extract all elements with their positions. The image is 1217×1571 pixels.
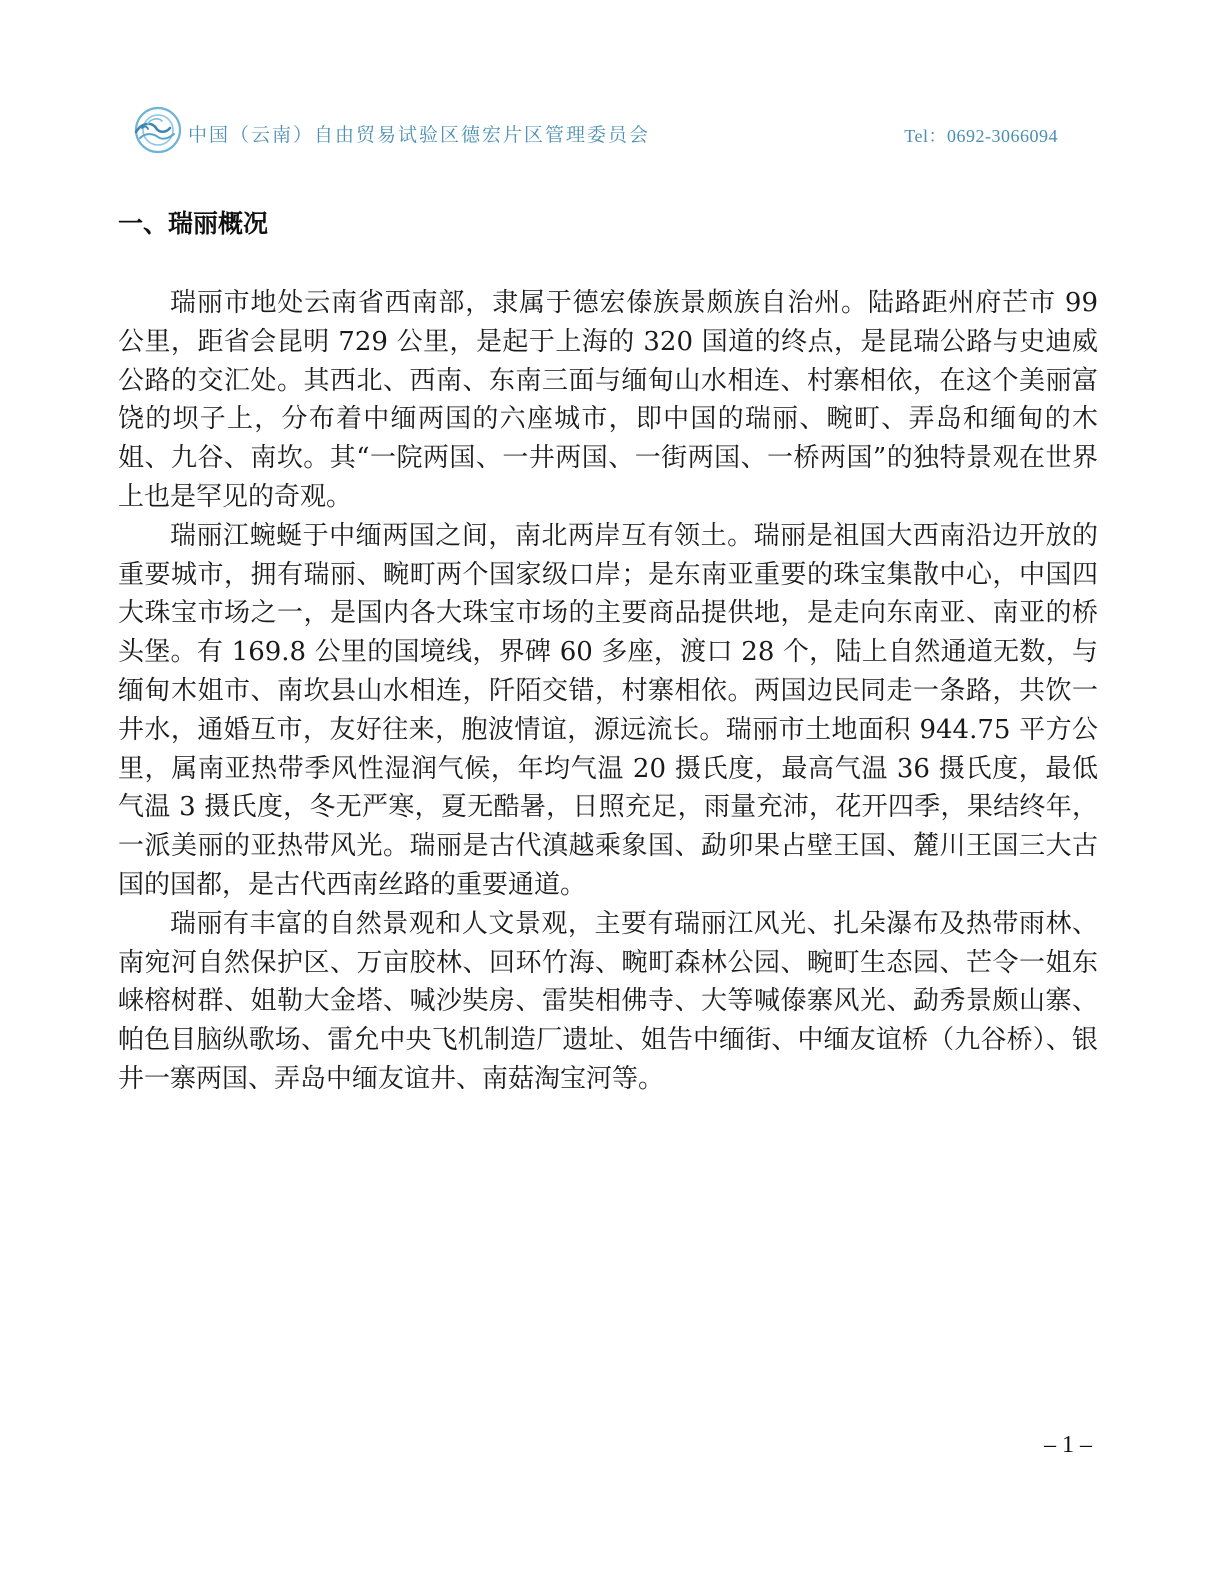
swirl-cloud-logo-icon [128,104,184,156]
paragraph-border-jewelry-climate: 瑞丽江蜿蜒于中缅两国之间，南北两岸互有领土。瑞丽是祖国大西南沿边开放的重要城市，拥有瑞丽、畹町两个国家级口岸；是东南亚重要的珠宝集散中心，中国四大珠宝市场之一，是国内各大珠宝市场的主要商品提供地，是走向东南亚、南亚的桥头堡。有 169.8 公里的国境线，界碑 60 多座，渡口 28 个，陆上自然通道无数，与缅甸木姐市、南坎县山水相连，阡陌交错，村寨相依。两国边民同走一条路，共饮一井水，通婚互市，友好往来，胞波情谊，源远流长。瑞丽市土地面积 944.75 平方公里，属南亚热带季风性湿润气候，年均气温 20 摄氏度，最高气温 36 摄氏度，最低气温 3 摄氏度，冬无严寒，夏无酷暑，日照充足，雨量充沛，花开四季，果结终年，一派美丽的亚热带风光。瑞丽是古代滇越乘象国、勐卯果占壁王国、麓川王国三大古国的国都，是古代西南丝路的重要通道。 [118,520,1098,900]
page-header [128,104,1058,156]
page-number: – 1 – [1044,1432,1092,1458]
paragraph-scenic-spots: 瑞丽有丰富的自然景观和人文景观，主要有瑞丽江风光、扎朵瀑布及热带雨林、南宛河自然保护区、万亩胶林、回环竹海、畹町森林公园、畹町生态园、芒令一姐东崃榕树群、姐勒大金塔、喊沙奘房、雷奘相佛寺、大等喊傣寨风光、勐秀景颇山寨、帕色目脑纵歌场、雷允中央飞机制造厂遗址、姐告中缅街、中缅友谊桥（九谷桥）、银井一寨两国、弄岛中缅友谊井、南菇淘宝河等。 [118,908,1098,1094]
paragraph-overview: 瑞丽市地处云南省西南部，隶属于德宏傣族景颇族自治州。陆路距州府芒市 99 公里，距省会昆明 729 公里，是起于上海的 320 国道的终点，是昆瑞公路与史迪威公路的交汇处。其西北、西南、东南三面与缅甸山水相连、村寨相依，在这个美丽富饶的坝子上，分布着中缅两国的六座城市，即中国的瑞丽、畹町、弄岛和缅甸的木姐、九谷、南坎。其“一院两国、一井两国、一街两国、一桥两国”的独特景观在世界上也是罕见的奇观。 [118,288,1098,512]
org-name: 中国（云南）自由贸易试验区德宏片区管理委员会 [188,124,651,146]
section-title: 一、瑞丽概况 [118,209,269,238]
header-telephone: Tel：0692-3066094 [904,126,1058,146]
body-text [118,284,1098,1099]
